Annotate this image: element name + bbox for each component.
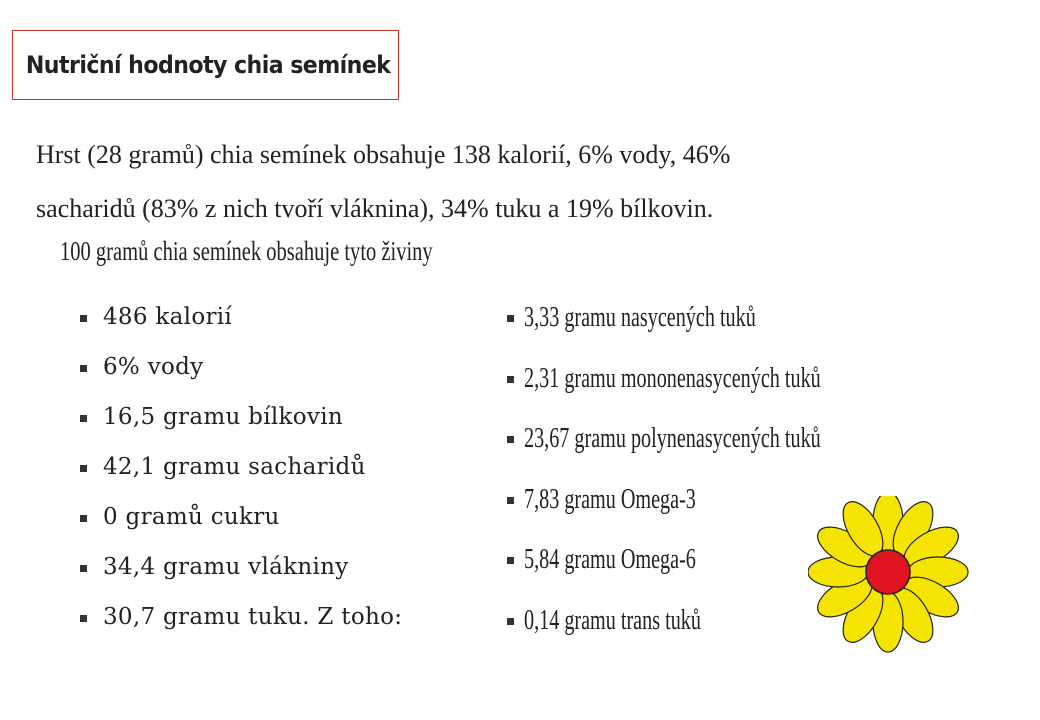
nutrients-subheading: 100 gramů chia semínek obsahuje tyto živiny (60, 236, 433, 266)
square-bullet-icon (80, 315, 87, 322)
square-bullet-icon (507, 557, 514, 564)
list-item-text: 6% vody (103, 354, 204, 380)
square-bullet-icon (507, 618, 514, 625)
list-item-text: 486 kalorií (103, 304, 233, 330)
list-item-text: 34,4 gramu vlákniny (103, 554, 349, 580)
list-item-text: 30,7 gramu tuku. Z toho: (103, 604, 403, 630)
square-bullet-icon (507, 497, 514, 504)
list-item-text: 16,5 gramu bílkovin (103, 404, 343, 430)
list-item (80, 454, 402, 504)
list-item (80, 354, 402, 404)
list-item (80, 304, 402, 354)
intro-line-1: Hrst (28 gramů) chia semínek obsahuje 138 kalorií, 6% vody, 46% (36, 140, 731, 169)
list-item-text: 0,14 gramu trans tuků (524, 604, 701, 636)
intro-line-2: sacharidů (83% z nich tvoří vláknina), 34% tuku a 19% bílkovin. (36, 194, 714, 223)
list-item (80, 404, 402, 454)
intro-paragraph (36, 128, 916, 236)
list-item (80, 504, 402, 554)
list-item (507, 302, 936, 363)
square-bullet-icon (80, 615, 87, 622)
square-bullet-icon (80, 465, 87, 472)
list-item (507, 363, 936, 424)
square-bullet-icon (507, 436, 514, 443)
list-item-text: 42,1 gramu sacharidů (103, 454, 366, 480)
page-title: Nutriční hodnoty chia semínek (25, 51, 391, 79)
list-item-text: 5,84 gramu Omega-6 (524, 544, 696, 575)
title-box (12, 30, 399, 100)
square-bullet-icon (80, 365, 87, 372)
list-item (507, 423, 936, 484)
list-item-text: 0 gramů cukru (103, 504, 280, 530)
nutrient-list-left (80, 304, 402, 654)
square-bullet-icon (80, 415, 87, 422)
list-item (80, 554, 402, 604)
flower-center (866, 550, 910, 594)
list-item-text: 7,83 gramu Omega-3 (524, 483, 696, 515)
list-item (80, 604, 402, 654)
square-bullet-icon (507, 315, 514, 322)
flower-icon (808, 496, 980, 656)
list-item-text: 23,67 gramu polynenasycených tuků (524, 423, 821, 454)
square-bullet-icon (80, 565, 87, 572)
square-bullet-icon (80, 515, 87, 522)
list-item-text: 3,33 gramu nasycených tuků (524, 302, 756, 333)
square-bullet-icon (507, 376, 514, 383)
list-item-text: 2,31 gramu mononenasycených tuků (524, 362, 821, 394)
